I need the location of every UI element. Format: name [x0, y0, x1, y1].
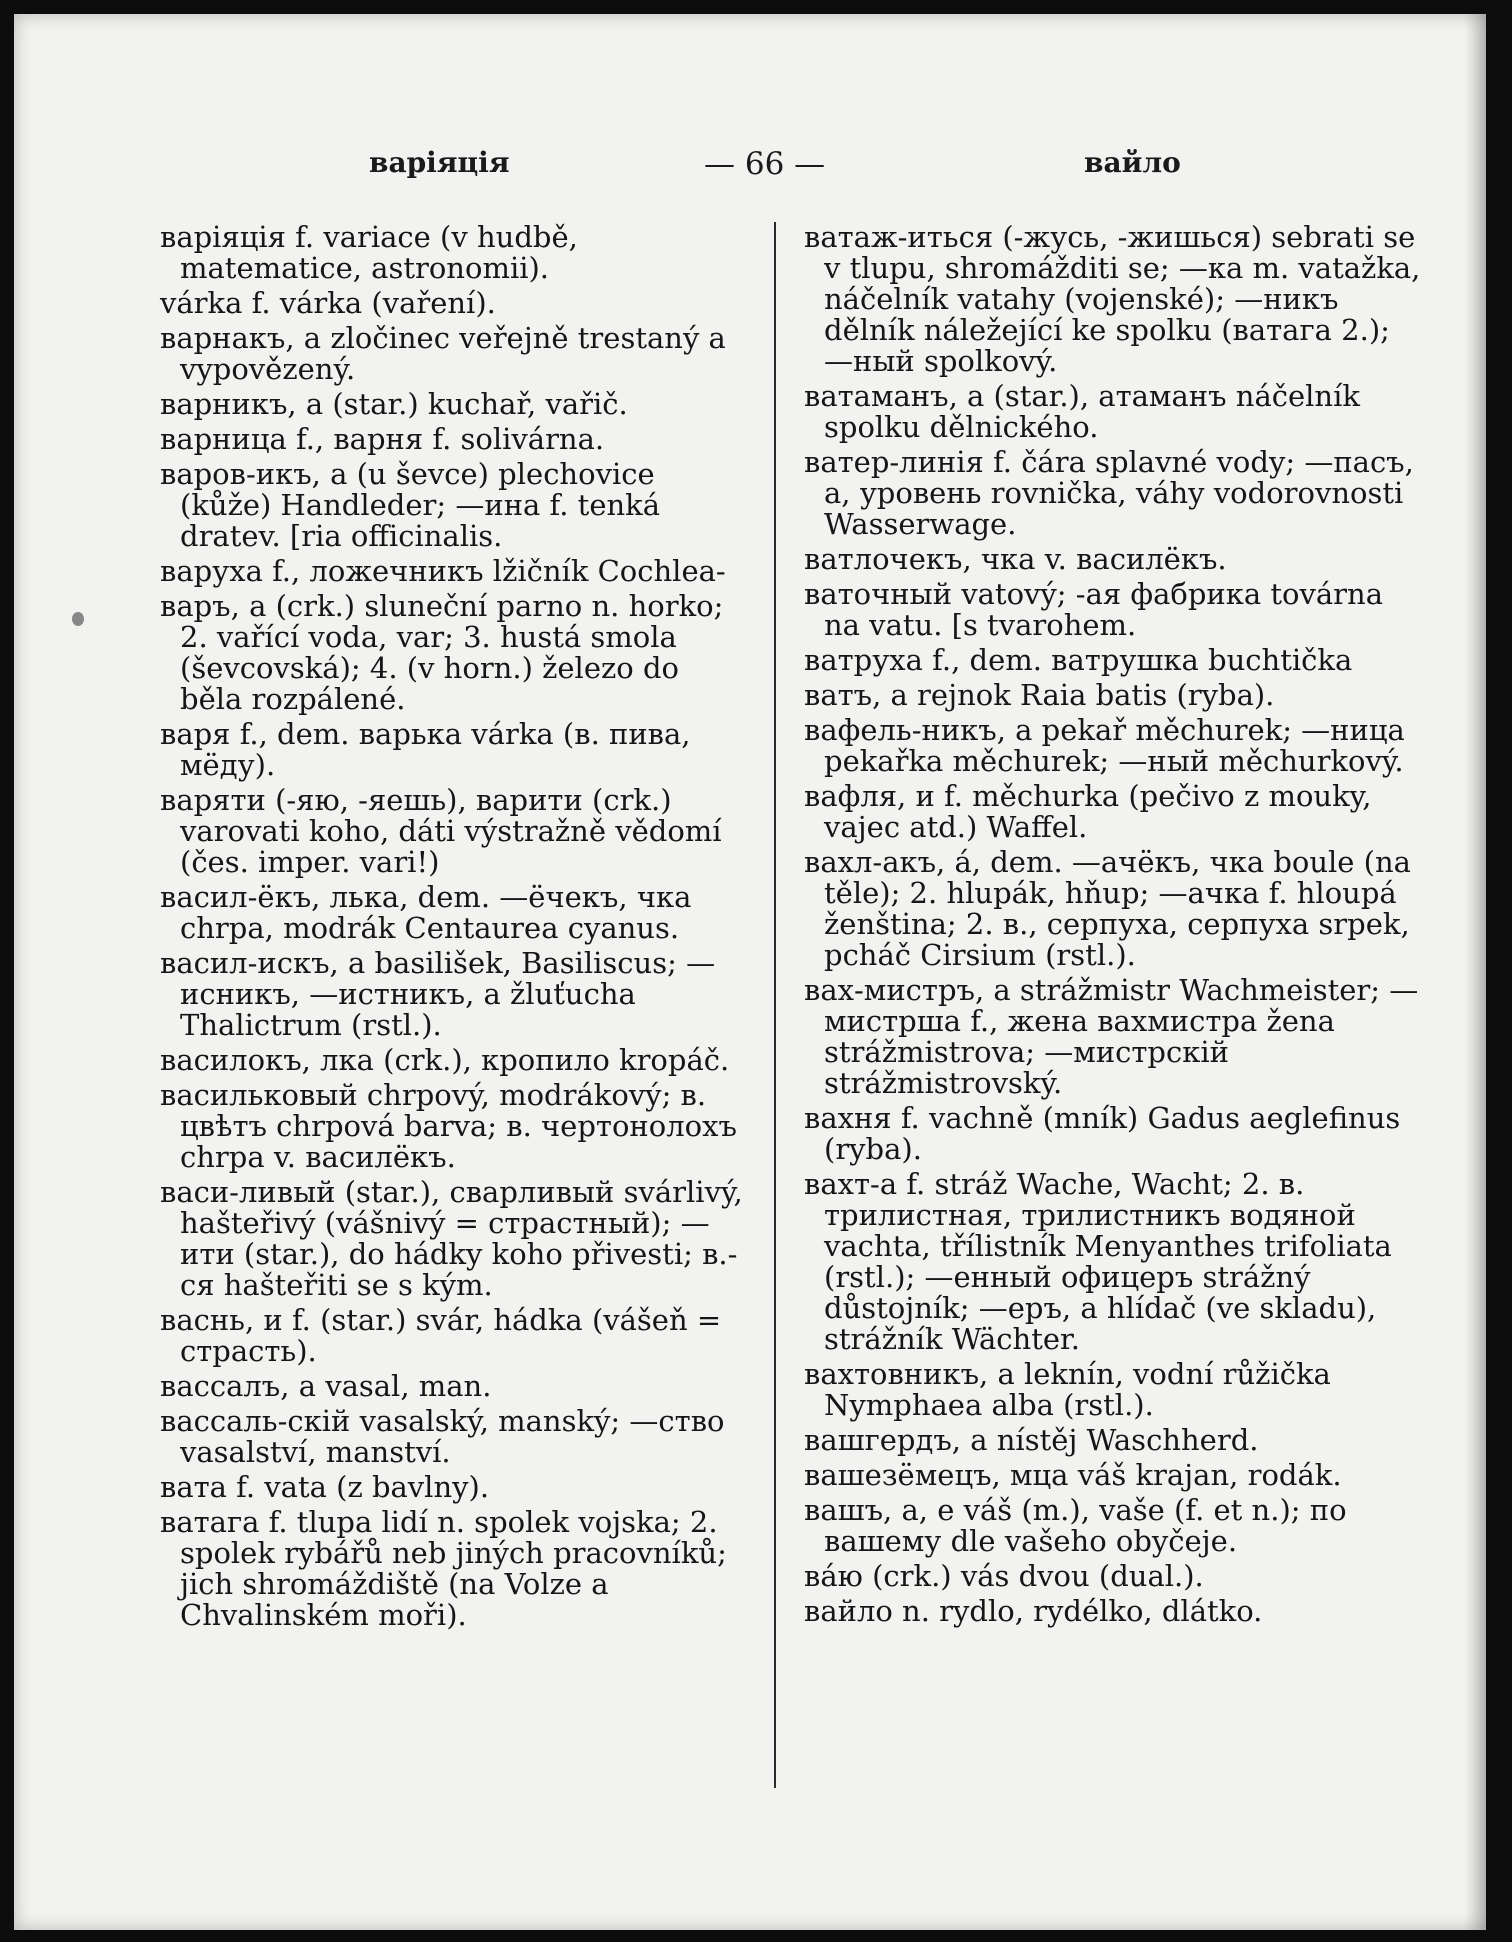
dictionary-entry: вахтовникъ, a leknín, vodní růžička Nymphaea alba (rstl.).	[804, 1357, 1331, 1422]
ink-blot	[72, 612, 84, 626]
dictionary-entry: вассаль-скій vasalský, manský; —ство vasalství, manství.	[160, 1404, 725, 1469]
dictionary-entry: ватлочекъ, чка v. василёкъ.	[804, 542, 1227, 576]
dictionary-entry: вашъ, a, e váš (m.), vaše (f. et n.); по вашему dle vašeho obyčeje.	[804, 1493, 1347, 1558]
dictionary-entry: варуха f., ложечникъ lžičník Cochlea-	[160, 554, 726, 588]
right-column	[804, 222, 1422, 1631]
dictionary-entry: васил-ёкъ, лька, dem. —ёчекъ, чка chrpa, modrák Centaurea cyanus.	[160, 880, 692, 945]
column-divider	[774, 222, 776, 1788]
dictionary-entry: ваточный vatový; -ая фабрика továrna na vatu. [s tvarohem.	[804, 577, 1383, 642]
dictionary-entry: вафля, и f. měchurka (pečivo z mouky, vajec atd.) Waffel.	[804, 779, 1372, 844]
dictionary-entry: ватаж-иться (-жусь, -жишься) sebrati se v tlupu, shromážditi se; —ка m. vatažka, náčelník vatahy (vojenské); —никъ dělník náležející ke spolku (ватага 2.); —ный spolkový.	[804, 220, 1421, 378]
left-column	[160, 222, 750, 1635]
dictionary-entry: вáю (crk.) vás dvou (dual.).	[804, 1559, 1204, 1593]
dictionary-entry: вахл-акъ, á, dem. —ачёкъ, чка boule (na těle); 2. hlupák, hňup; —ачка f. hloupá ženština; 2. в., серпуха, серпуха srpek, pcháč Cirsium (rstl.).	[804, 845, 1411, 972]
dictionary-entry: варница f., варня f. solivárna.	[160, 422, 605, 456]
dictionary-entry: ватъ, a rejnok Raia batis (ryba).	[804, 678, 1275, 712]
dictionary-entry: варнакъ, a zločinec veřejně trestaný a vypovězený.	[160, 321, 726, 386]
dictionary-entry: васнь, и f. (star.) svár, hádka (vášeň = страсть).	[160, 1303, 722, 1368]
dictionary-entry: ватруха f., dem. ватрушка buchtička	[804, 643, 1353, 677]
dictionary-entry: вашезёмецъ, мца váš krajan, rodák.	[804, 1458, 1342, 1492]
dictionary-entry: варъ, a (crk.) sluneční parno n. horko; 2. vařící voda, var; 3. hustá smola (ševcovská); 4. (v horn.) železo do běla rozpálené.	[160, 589, 724, 716]
dictionary-entry: várka f. várka (vaření).	[160, 286, 496, 320]
dictionary-entry: вахт-а f. stráž Wache, Wacht; 2. в. трилистная, трилистникъ водяной vachta, třílistník Menyanthes trifoliata (rstl.); —енный офицеръ strážný důstojník; —еръ, a hlídač (ve skladu), strážník Wächter.	[804, 1167, 1392, 1356]
dictionary-entry: варов-икъ, a (u ševce) plechovice (kůže) Handleder; —ина f. tenká dratev. [ria officinalis.	[160, 457, 661, 553]
dictionary-entry: варіяція f. variace (v hudbě, matematice, astronomii).	[160, 220, 578, 285]
dictionary-entry: вахня f. vachně (mník) Gadus aeglefinus (ryba).	[804, 1101, 1401, 1166]
dictionary-entry: вах-мистръ, a strážmistr Wachmeister; —мистрша f., жена вахмистра žena strážmistrova; —мистрскій strážmistrovský.	[804, 973, 1419, 1100]
dictionary-entry: вафель-никъ, a pekař měchurek; —ница pekařka měchurek; —ный měchurkový.	[804, 713, 1405, 778]
dictionary-entry: вайло n. rydlo, rydélko, dlátko.	[804, 1594, 1263, 1628]
dictionary-entry: ватер-линія f. čára splavné vody; —пасъ, a, уровень rovnička, váhy vodorovnosti Wasserwage.	[804, 445, 1414, 541]
dictionary-entry: василокъ, лка (crk.), кропило kropáč.	[160, 1043, 730, 1077]
dictionary-entry: вашгердъ, a nístěj Waschherd.	[804, 1423, 1259, 1457]
page-number: — 66 —	[704, 146, 826, 182]
dictionary-entry: ватага f. tlupa lidí n. spolek vojska; 2. spolek rybářů neb jiných pracovníků; jich shromáždiště (na Volze a Chvalinském moři).	[160, 1505, 727, 1632]
dictionary-entry: вата f. vata (z bavlny).	[160, 1470, 490, 1504]
dictionary-entry: васильковый chrpový, modrákový; в. цвѣтъ chrpová barva; в. чертонолохъ chrpa v. василёкъ.	[160, 1078, 737, 1174]
running-header	[14, 146, 1486, 186]
dictionary-entry: васил-искъ, a basilišek, Basiliscus; —исникъ, —истникъ, a žluťucha Thalictrum (rstl.).	[160, 946, 716, 1042]
dictionary-entry: варяти (-яю, -яешь), варити (crk.) varovati koho, dáti výstražně vědomí (čes. imper. vari!)	[160, 783, 722, 879]
header-left-guide-word: варіяція	[369, 146, 510, 179]
dictionary-entry: варникъ, a (star.) kuchař, vařič.	[160, 387, 628, 421]
dictionary-entry: ватаманъ, a (star.), атаманъ náčelník spolku dělnického.	[804, 379, 1360, 444]
dictionary-entry: вассалъ, a vasal, man.	[160, 1369, 492, 1403]
dictionary-page	[14, 14, 1486, 1930]
dictionary-entry: варя f., dem. варька várka (в. пива, мёду).	[160, 717, 691, 782]
page-edge-shadow	[1464, 14, 1486, 1930]
header-right-guide-word: вайло	[1084, 146, 1181, 179]
dictionary-entry: васи-ливый (star.), сварливый svárlivý, hašteřivý (vášnivý = страстный); —ити (star.), do hádky koho přivesti; в.-ся hašteřiti se s kým.	[160, 1175, 743, 1302]
